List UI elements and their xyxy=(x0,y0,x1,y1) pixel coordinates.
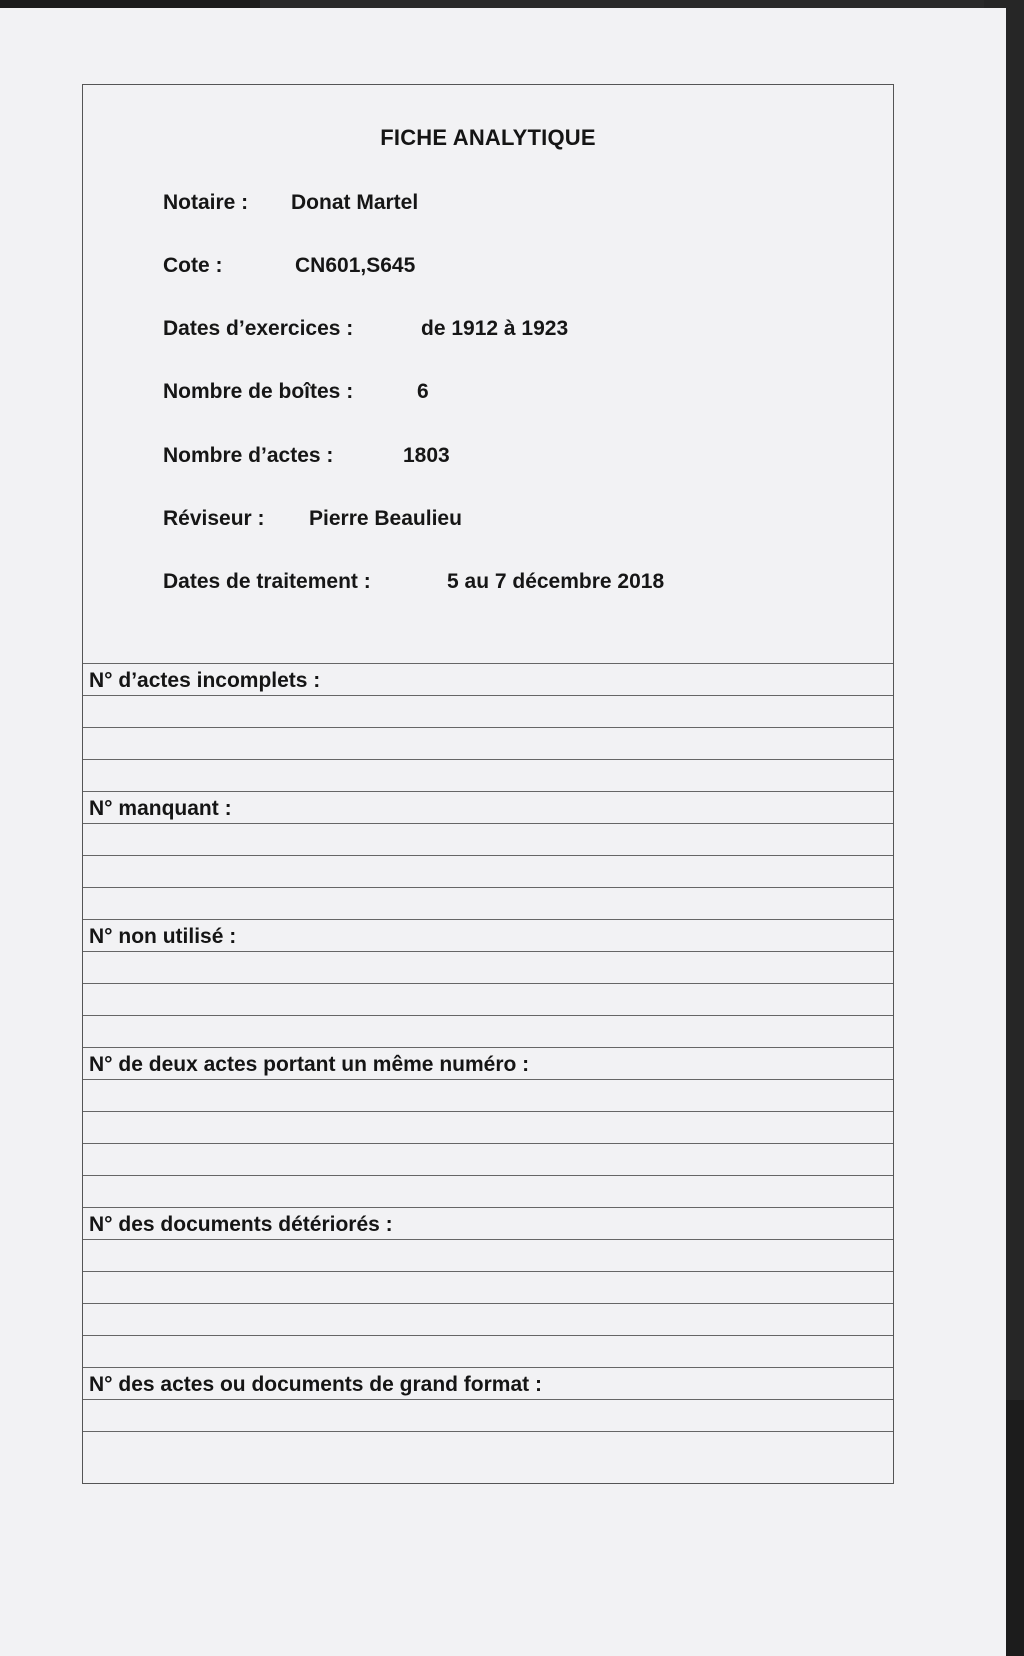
field-cote xyxy=(163,254,416,278)
field-notaire-label: Notaire : xyxy=(163,191,249,214)
field-dates-exercices-value: de 1912 à 1923 xyxy=(421,317,569,340)
entry-line xyxy=(83,759,893,791)
entry-line xyxy=(83,727,893,759)
section-grand-format: N° des actes ou documents de grand format : xyxy=(83,1367,893,1399)
entry-line xyxy=(83,1303,893,1335)
section-non-utilise: N° non utilisé : xyxy=(83,919,893,951)
form-frame xyxy=(82,84,894,1484)
field-nombre-actes-label: Nombre d’actes : xyxy=(163,444,334,467)
field-cote-label: Cote : xyxy=(163,254,223,277)
field-dates-traitement-label: Dates de traitement : xyxy=(163,570,371,593)
field-dates-exercices xyxy=(163,317,569,341)
field-nombre-boites-value: 6 xyxy=(417,380,429,403)
field-reviseur-value: Pierre Beaulieu xyxy=(309,507,462,530)
entry-line xyxy=(83,1239,893,1271)
section-manquant: N° manquant : xyxy=(83,791,893,823)
section-documents-deteriores: N° des documents détériorés : xyxy=(83,1207,893,1239)
field-dates-traitement-value: 5 au 7 décembre 2018 xyxy=(447,570,665,593)
entry-line xyxy=(83,1335,893,1367)
page-sheet xyxy=(0,8,1006,1656)
form-sections xyxy=(83,663,893,1463)
field-dates-traitement xyxy=(163,570,665,594)
section-meme-numero: N° de deux actes portant un même numéro : xyxy=(83,1047,893,1079)
entry-line xyxy=(83,1175,893,1207)
entry-line xyxy=(83,823,893,855)
field-nombre-boites xyxy=(163,380,429,404)
field-cote-value: CN601,S645 xyxy=(295,254,416,277)
entry-line xyxy=(83,1079,893,1111)
entry-line xyxy=(83,1431,893,1463)
field-notaire xyxy=(163,191,419,215)
entry-line xyxy=(83,855,893,887)
field-notaire-value: Donat Martel xyxy=(291,191,419,214)
entry-line xyxy=(83,1015,893,1047)
form-header xyxy=(83,85,893,655)
field-dates-exercices-label: Dates d’exercices : xyxy=(163,317,354,340)
entry-line xyxy=(83,1143,893,1175)
field-nombre-actes-value: 1803 xyxy=(403,444,450,467)
entry-line xyxy=(83,887,893,919)
section-actes-incomplets: N° d’actes incomplets : xyxy=(83,663,893,695)
entry-line xyxy=(83,1271,893,1303)
field-nombre-boites-label: Nombre de boîtes : xyxy=(163,380,354,403)
entry-line xyxy=(83,983,893,1015)
page-title: FICHE ANALYTIQUE xyxy=(380,125,596,150)
field-reviseur xyxy=(163,507,462,531)
entry-line xyxy=(83,951,893,983)
field-nombre-actes xyxy=(163,444,450,468)
entry-line xyxy=(83,695,893,727)
entry-line xyxy=(83,1399,893,1431)
field-reviseur-label: Réviseur : xyxy=(163,507,265,530)
entry-line xyxy=(83,1111,893,1143)
